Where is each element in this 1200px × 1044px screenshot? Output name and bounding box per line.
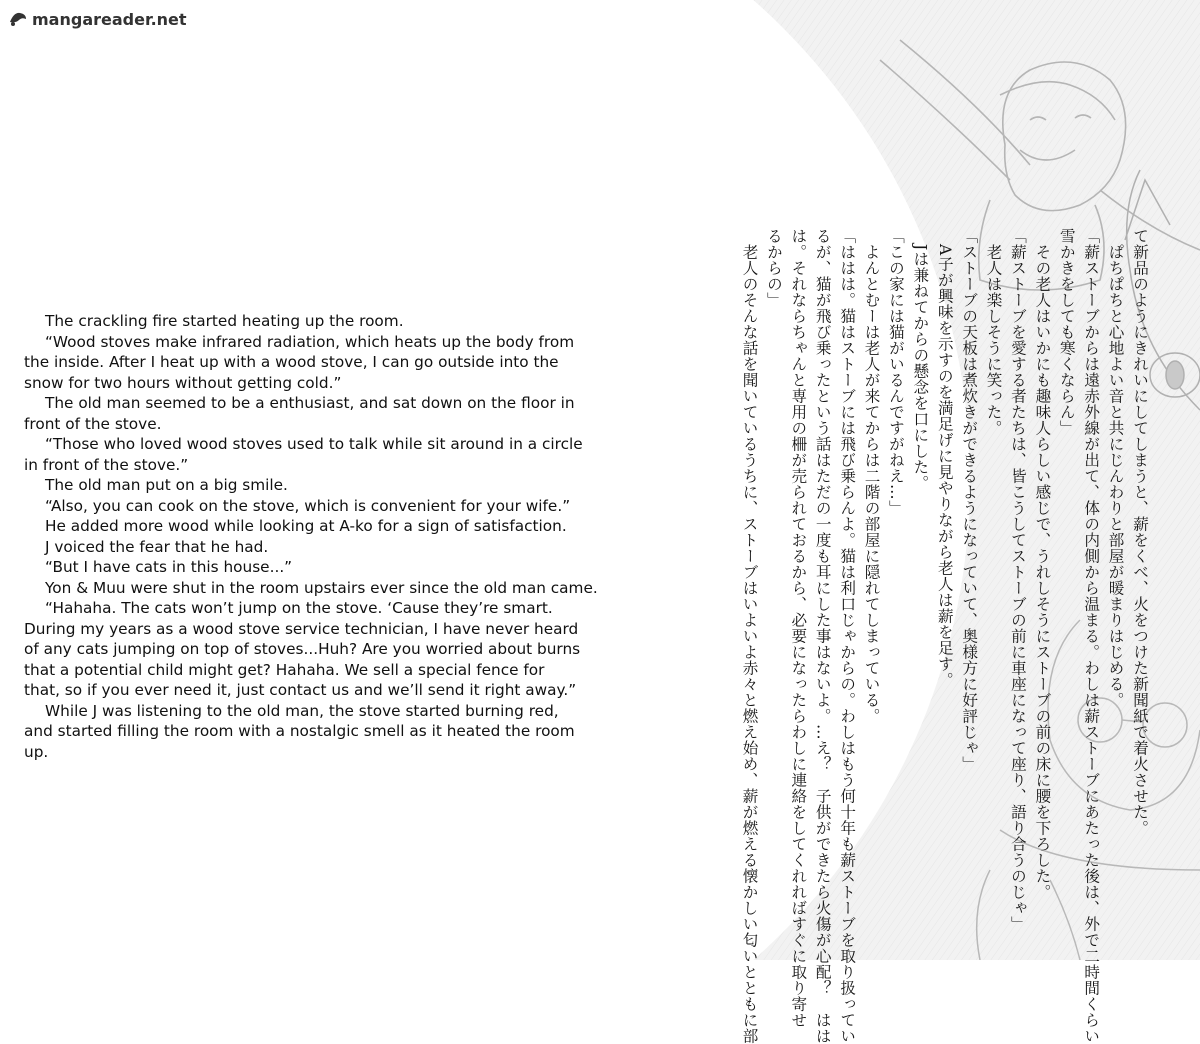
- vertical-line: 老人は楽しそうに笑った。: [984, 228, 1003, 436]
- paragraph: The old man put on a big smile.: [45, 476, 288, 494]
- vertical-line: て新品のようにきれいにしてしまうと、薪をくべ、火をつけた新聞紙で着火させた。: [1131, 228, 1149, 836]
- vertical-line: 「薪ストーブからは遠赤外線が出て、体の内側から温まる。わしは薪ストーブにあたった後は、外で二時間くらい: [1082, 228, 1101, 1044]
- english-translation-text: [24, 311, 598, 762]
- logo-icon: [8, 10, 28, 28]
- paragraph: “But I have cats in this house...”: [45, 558, 293, 576]
- vertical-line: 老人のそんな話を聞いているうちに、ストーブはいよいよ赤々と燃え始め、薪が燃える懐かしい匂いとともに部: [740, 228, 759, 1044]
- paragraph: He added more wood while looking at A-ko for a sign of satisfaction.: [45, 517, 567, 535]
- vertical-line: 「この家には猫がいるんですがねえ…」: [886, 228, 905, 516]
- paragraph: “Those who loved wood stoves used to talk while sit around in a circle in front of the stove.”: [24, 435, 583, 474]
- vertical-line: ぱちぱちと心地よい音と共にじんわりと部屋が暖まりはじめる。: [1106, 228, 1125, 708]
- paragraph: “Hahaha. The cats won’t jump on the stove. ‘Cause they’re smart. During my years as a wood stove service technician, I have never heard of any cats jumping on top of stoves...Huh? Are you worried about burns that a potential child might get? Hahaha. We sell a special fence for that, so if you ever need it, just contact us and we’ll send it right away.”: [24, 599, 581, 699]
- vertical-line: 「ストーブの天板は煮炊きができるようになっていて、奥様方に好評じゃ」: [960, 228, 979, 772]
- vertical-line: A子が興味を示すのを満足げに見やりながら老人は薪を足す。: [935, 228, 954, 688]
- vertical-line: Jは兼ねてからの懸念を口にした。: [911, 228, 930, 491]
- vertical-line: るが、猫が飛び乗ったという話はただの一度も耳にした事はないよ。…え？ 子供ができたら火傷が心配？ はは: [813, 228, 832, 1044]
- vertical-line: は。それならちゃんと専用の柵が売られておるから、必要になったらわしに連絡をしてくれればすぐに取り寄せ: [789, 228, 808, 1028]
- vertical-line: るからの」: [764, 228, 783, 308]
- vertical-line: 「ははは。猫はストーブには飛び乗らんよ。猫は利口じゃからの。わしはもう何十年も薪ストーブを取り扱ってい: [838, 228, 857, 1044]
- paragraph: “Wood stoves make infrared radiation, which heats up the body from the inside. After I heat up with a wood stove, I can go outside into the snow for two hours without getting cold.”: [24, 332, 575, 392]
- watermark-text: mangareader.net: [32, 9, 187, 29]
- paragraph: Yon & Muu were shut in the room upstairs ever since the old man came.: [45, 578, 598, 597]
- japanese-original-text: [737, 228, 1152, 1044]
- paragraph: The old man seemed to be a enthusiast, and sat down on the floor in front of the stove.: [24, 394, 575, 433]
- paragraph: “Also, you can cook on the stove, which is convenient for your wife.”: [45, 496, 571, 515]
- site-watermark: [8, 6, 187, 32]
- paragraph: J voiced the fear that he had.: [45, 537, 269, 556]
- paragraph: The crackling fire started heating up the room.: [45, 312, 404, 330]
- vertical-line: よんとむーは老人が来てからは二階の部屋に隠れてしまっている。: [862, 228, 881, 724]
- vertical-line: 「薪ストーブを愛する者たちは、皆こうしてストーブの前に車座になって座り、語り合うのじゃ」: [1008, 228, 1027, 932]
- paragraph: While J was listening to the old man, the stove started burning red, and started filling the room with a nostalgic smell as it heated the room up.: [24, 701, 575, 761]
- vertical-line: 雪かきをしても寒くならん」: [1057, 228, 1076, 436]
- vertical-line: その老人はいかにも趣味人らしい感じで、うれしそうにストーブの前の床に腰を下ろした。: [1033, 228, 1052, 900]
